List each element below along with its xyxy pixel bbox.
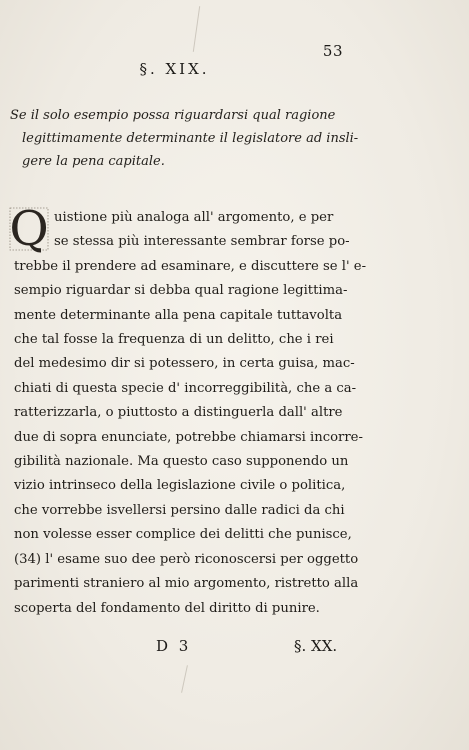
- margin-mark: [181, 665, 188, 693]
- body-line: sempio riguardar si debba qual ragione legittima-: [14, 283, 348, 299]
- margin-mark: [193, 6, 200, 52]
- body-line: parimenti straniero al mio argomento, ristretto alla: [14, 576, 359, 592]
- body-line: trebbe il prendere ad esaminare, e discuttere se l' e-: [14, 258, 367, 274]
- body-line: (34) l' esame suo dee però riconoscersi per oggetto: [14, 551, 359, 567]
- body-line: se stessa più interessante sembrar forse po-: [54, 234, 350, 250]
- gathering-signature: D 3: [156, 637, 192, 655]
- body-line: vizio intrinseco della legislazione civile o politica,: [14, 478, 346, 494]
- subtitle-line: legittimamente determinante il legislatore ad insli-: [22, 131, 359, 146]
- body-line: chiati di questa specie d' incorreggibilità, che a ca-: [14, 380, 357, 396]
- body-line: non volesse esser complice dei delitti che punisce,: [14, 527, 352, 543]
- body-line: del medesimo dir si potessero, in certa guisa, mac-: [14, 356, 355, 372]
- body-line: gibilità nazionale. Ma questo caso supponendo un: [14, 454, 349, 470]
- body-line: mente determinante alla pena capitale tuttavolta: [14, 307, 343, 323]
- section-subtitle: [10, 104, 362, 173]
- body-line: ratterizzarla, o piuttosto a distinguerla dall' altre: [14, 405, 343, 421]
- body-paragraph: [14, 206, 367, 621]
- body-line: uistione più analoga all' argomento, e per: [54, 210, 334, 225]
- drop-cap-letter: Q: [9, 201, 49, 257]
- catchword: §. XX.: [294, 637, 338, 655]
- page-number: 53: [322, 42, 343, 60]
- section-heading: §. XIX.: [139, 60, 210, 78]
- body-line: che tal fosse la frequenza di un delitto, che i rei: [14, 332, 334, 348]
- subtitle-line: Se il solo esempio possa riguardarsi qual ragione: [10, 108, 336, 123]
- body-line: scoperta del fondamento del diritto di punire.: [14, 600, 320, 616]
- body-line: due di sopra enunciate, potrebbe chiamarsi incorre-: [14, 429, 363, 445]
- body-line: che vorrebbe isvellersi persino dalle radici da chi: [14, 502, 345, 518]
- subtitle-line: gere la pena capitale.: [22, 154, 165, 169]
